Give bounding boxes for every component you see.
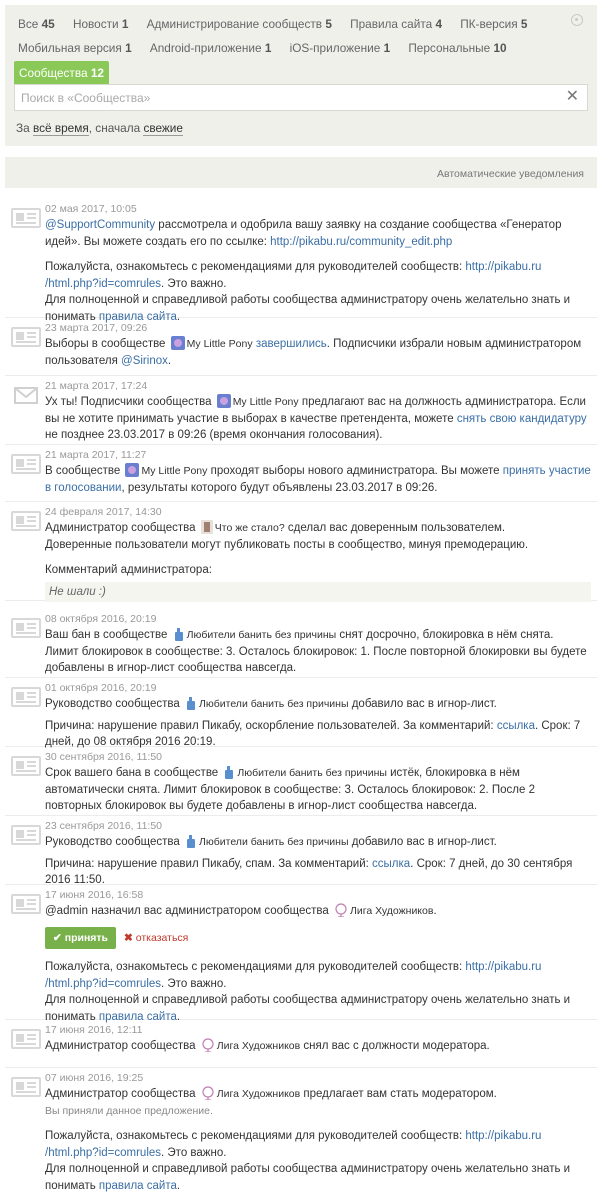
thumbs-up-community-icon [185,696,197,710]
news-icon [11,687,41,707]
tab-ios[interactable] [286,37,395,60]
notification-item [5,748,597,816]
notification-text [45,903,591,1025]
search-input[interactable] [15,85,545,110]
tab-label: Персональные [408,41,491,55]
user-link[interactable]: @SupportCommunity [45,219,156,231]
notification-text [45,1038,591,1055]
comment-link[interactable]: ссылка [496,719,535,732]
text: Руководство сообщества [45,836,183,848]
text: предлагают вас на должность администратора. Если вы не хотите принимать участие в выборах в качестве претендента, можете [45,396,586,425]
pony-community-icon [125,463,139,477]
tab-label: Мобильная версия [18,41,122,55]
text: В сообществе [45,465,124,477]
tab-label: Правила сайта [350,17,433,31]
notification-item [5,377,597,445]
time-filter [16,121,183,135]
settings-icon[interactable] [571,14,583,26]
notification-date: 17 июня 2016, 12:11 [45,1024,143,1036]
thumbs-up-community-icon [223,765,235,779]
text: Для полноценной и справедливой работы сообщества администратору очень желательно знать и понимать [45,294,571,323]
text: добавило вас в игнор-лист. [348,836,497,848]
text: . Это важно. [161,977,227,990]
sort-order-dropdown[interactable]: свежие [143,121,183,135]
text: . [176,1010,181,1023]
community-icon [201,520,213,534]
notification-item [5,679,597,747]
tab-count: 5 [325,17,332,31]
tab-count: 45 [41,17,55,31]
text: . Это важно. [161,277,227,290]
notification-date: 23 сентября 2016, 11:50 [45,820,163,832]
clear-icon[interactable]: ✕ [565,88,579,105]
community-name[interactable]: Любители банить без причины [198,698,349,710]
tab-label: Сообщества [19,66,88,80]
tab-count: 10 [493,41,507,55]
cross-icon: ✖ [124,931,133,944]
text: Лимит блокировок в сообществе: 3. Осталось блокировок: 1. После повторной блокировки вы будете добавлены в игнор-лист сообщества навсегда. [45,645,587,674]
comment-link[interactable]: ссылка [372,857,411,870]
notification-date: 17 июня 2016, 16:58 [45,889,144,901]
pony-community-icon [217,394,231,408]
text: @admin назначил вас администратором сообщества [45,905,332,917]
notification-text [45,217,591,325]
text: Пожалуйста, ознакомьтесь с рекомендациями для руководителей сообществ: [45,1130,466,1142]
tab-community-admin[interactable] [143,13,336,36]
artists-community-icon [201,1038,215,1052]
community-name[interactable]: Любители банить без причины [186,629,337,641]
tab-label: Новости [72,17,119,31]
text: . [167,354,172,367]
text: Ух ты! Подписчики сообщества [45,396,215,408]
text: Для полноценной и справедливой работы сообщества администратору очень желательно знать и понимать [45,1163,571,1192]
news-icon [11,756,41,776]
accepted-note: Вы приняли данное предложение. [45,1104,213,1117]
tab-label: iOS-приложение [289,41,381,55]
notification-item [5,446,597,502]
news-icon [11,208,41,228]
notification-item [5,1069,597,1192]
text: . [176,310,181,323]
text: истёк, блокировка в нём автоматически снята. Лимит блокировок в сообществе: 3. Осталось блокировок: 2. После 2 повторных блокировок вы будете добавлены в игнор-лист сообщества навсегда. [45,767,535,812]
notification-item [5,886,597,1023]
text: . Срок: 7 дней, до 08 октября 2016 20:19. [45,719,581,748]
notification-text [45,627,591,677]
tab-count: 1 [383,41,391,55]
tab-personal[interactable] [404,37,510,60]
thumbs-up-community-icon [173,627,185,641]
community-name[interactable]: My Little Pony [186,338,253,350]
text: , результаты которого будут объявлены 23.03.2017 в 09:26. [121,481,438,494]
community-edit-link[interactable]: http://pikabu.ru/community_edit.php [270,235,453,248]
tab-mobile[interactable] [14,37,136,60]
notification-date: 02 мая 2017, 10:05 [45,203,137,215]
news-icon [11,894,41,914]
user-link[interactable]: @Sirinox [121,354,168,367]
tab-count: 1 [121,17,129,31]
text: предлагает вам стать модератором. [300,1088,497,1100]
tab-all[interactable] [14,13,59,36]
text: Руководство сообщества [45,698,183,710]
accept-button[interactable] [45,927,116,950]
check-icon: ✔ [53,931,62,944]
notification-date: 21 марта 2017, 11:27 [45,449,147,461]
admin-comment: Не шали :) [45,582,591,603]
text: Для полноценной и справедливой работы сообщества администратору очень желательно знать и понимать [45,994,571,1023]
notification-item [5,1021,597,1068]
news-icon [11,1029,41,1049]
withdraw-candidacy-link[interactable]: снять свою кандидатуру [456,412,587,425]
notification-text [45,394,591,444]
search-box [14,84,588,111]
tab-count: 12 [90,66,104,80]
community-name[interactable]: Любители банить без причины [198,836,349,848]
reject-label: отказаться [135,931,189,944]
news-icon [11,1077,41,1097]
pony-community-icon [171,336,185,350]
notification-date: 23 марта 2017, 09:26 [45,322,148,334]
notification-text [45,696,591,751]
notification-text [45,520,591,602]
elections-link[interactable]: завершились [255,338,327,350]
text: Ваш бан в сообществе [45,629,171,641]
artists-community-icon [201,1086,215,1100]
tab-count: 1 [125,41,132,55]
auto-notifications-link[interactable]: Автоматические уведомления [437,168,584,180]
notification-item [5,200,597,323]
comrules-link[interactable]: http://pikabu.ru /html.php?id=comrules [45,1130,542,1159]
news-icon [11,618,41,638]
community-name[interactable]: Лига Художников [216,1088,301,1100]
notification-date: 08 октября 2016, 20:19 [45,613,157,625]
auto-notifications-bar [5,157,597,188]
artists-community-icon [334,903,348,917]
notification-date: 07 июня 2016, 19:25 [45,1072,144,1084]
notification-text [45,1086,591,1194]
text: Администратор сообщества [45,1040,199,1052]
tab-label: Все [18,17,39,31]
tab-label: ПК-версия [460,17,518,31]
site-rules-link[interactable]: правила сайта [98,310,177,323]
time-range-dropdown[interactable]: всё время [32,121,89,135]
notification-item [5,503,597,601]
notification-date: 01 октября 2016, 20:19 [45,682,157,694]
text: . [176,1179,181,1192]
news-icon [11,454,41,474]
community-name[interactable]: Что же стало? [214,522,285,534]
notification-date: 24 февраля 2017, 14:30 [45,506,162,518]
filter-panel [5,5,597,146]
text: . Это важно. [161,1146,227,1159]
notification-item [5,610,597,678]
comrules-link[interactable]: http://pikabu.ru /html.php?id=comrules [45,261,542,290]
text: Пожалуйста, ознакомьтесь с рекомендациями для руководителей сообществ: [45,261,466,273]
tab-count: 1 [264,41,272,55]
text: снял вас с должности модератора. [300,1040,490,1052]
tab-communities[interactable] [14,61,109,86]
news-icon [11,327,41,347]
community-name[interactable]: My Little Pony [232,396,299,408]
notification-item [5,817,597,885]
tab-android[interactable] [146,37,276,60]
community-name[interactable]: Лига Художников [349,905,434,917]
community-name[interactable]: Лига Художников [216,1040,301,1052]
notification-text [45,834,591,889]
tab-label: Администрирование сообществ [146,17,323,31]
text: сделал вас доверенным пользователем. [284,522,506,534]
text: не позднее 23.03.2017 в 09:26 (время окончания голосования). [45,429,383,441]
comment-label: Комментарий администратора: [45,564,212,576]
text: Администратор сообщества [45,1088,199,1100]
tab-site-rules[interactable] [346,13,446,36]
text: Причина: нарушение правил Пикабу, спам. За комментарий: [45,857,373,870]
notification-text [45,463,591,496]
text: Доверенные пользователи могут публиковать посты в сообщество, минуя премодерацию. [45,538,529,551]
community-name[interactable]: Любители банить без причины [237,767,387,779]
site-rules-link[interactable]: правила сайта [98,1179,177,1192]
notification-date: 30 сентября 2016, 11:50 [45,751,163,763]
text: . Подписчики избрали новым администратором пользователя [45,338,582,367]
accept-label: принять [64,931,109,944]
reject-button[interactable] [124,930,188,947]
text: проходят выборы нового администратора. Вы можете [207,465,503,477]
news-icon [11,511,41,531]
text: Срок вашего бана в сообществе [45,767,222,779]
comrules-link[interactable]: http://pikabu.ru /html.php?id=comrules [45,961,542,990]
text: добавило вас в игнор-лист. [348,698,497,710]
text: Причина: нарушение правил Пикабу, оскорбление пользователей. За комментарий: [45,719,497,732]
text: снят досрочно, блокировка в нём снята. [336,629,554,641]
thumbs-up-community-icon [185,834,197,848]
tab-pc-version[interactable] [456,13,531,36]
tab-news[interactable] [69,13,133,36]
notification-item [5,319,597,376]
text: Выборы в сообществе [45,338,169,350]
tab-count: 5 [520,17,528,31]
text: Пожалуйста, ознакомьтесь с рекомендациями для руководителей сообществ: [45,961,466,973]
site-rules-link[interactable]: правила сайта [98,1010,177,1023]
text: рассмотрела и одобрила вашу заявку на создание сообщества «Генератор идей». Вы можете создать его по ссылке: [45,219,562,248]
tab-count: 4 [435,17,442,31]
text: . Срок: 7 дней, до 30 сентября 2016 11:50. [45,857,573,886]
news-icon [11,825,41,845]
text: . [433,905,437,917]
sort-prefix: , сначала [88,121,141,135]
notification-text [45,336,591,369]
community-name[interactable]: My Little Pony [141,465,208,477]
notification-text [45,765,591,815]
vote-link[interactable]: принять участие в голосовании [45,465,591,494]
envelope-icon [11,385,41,405]
text: Администратор сообщества [45,522,199,534]
time-prefix: За [16,121,30,135]
notification-date: 21 марта 2017, 17:24 [45,380,148,392]
tab-label: Android-приложение [149,41,262,55]
